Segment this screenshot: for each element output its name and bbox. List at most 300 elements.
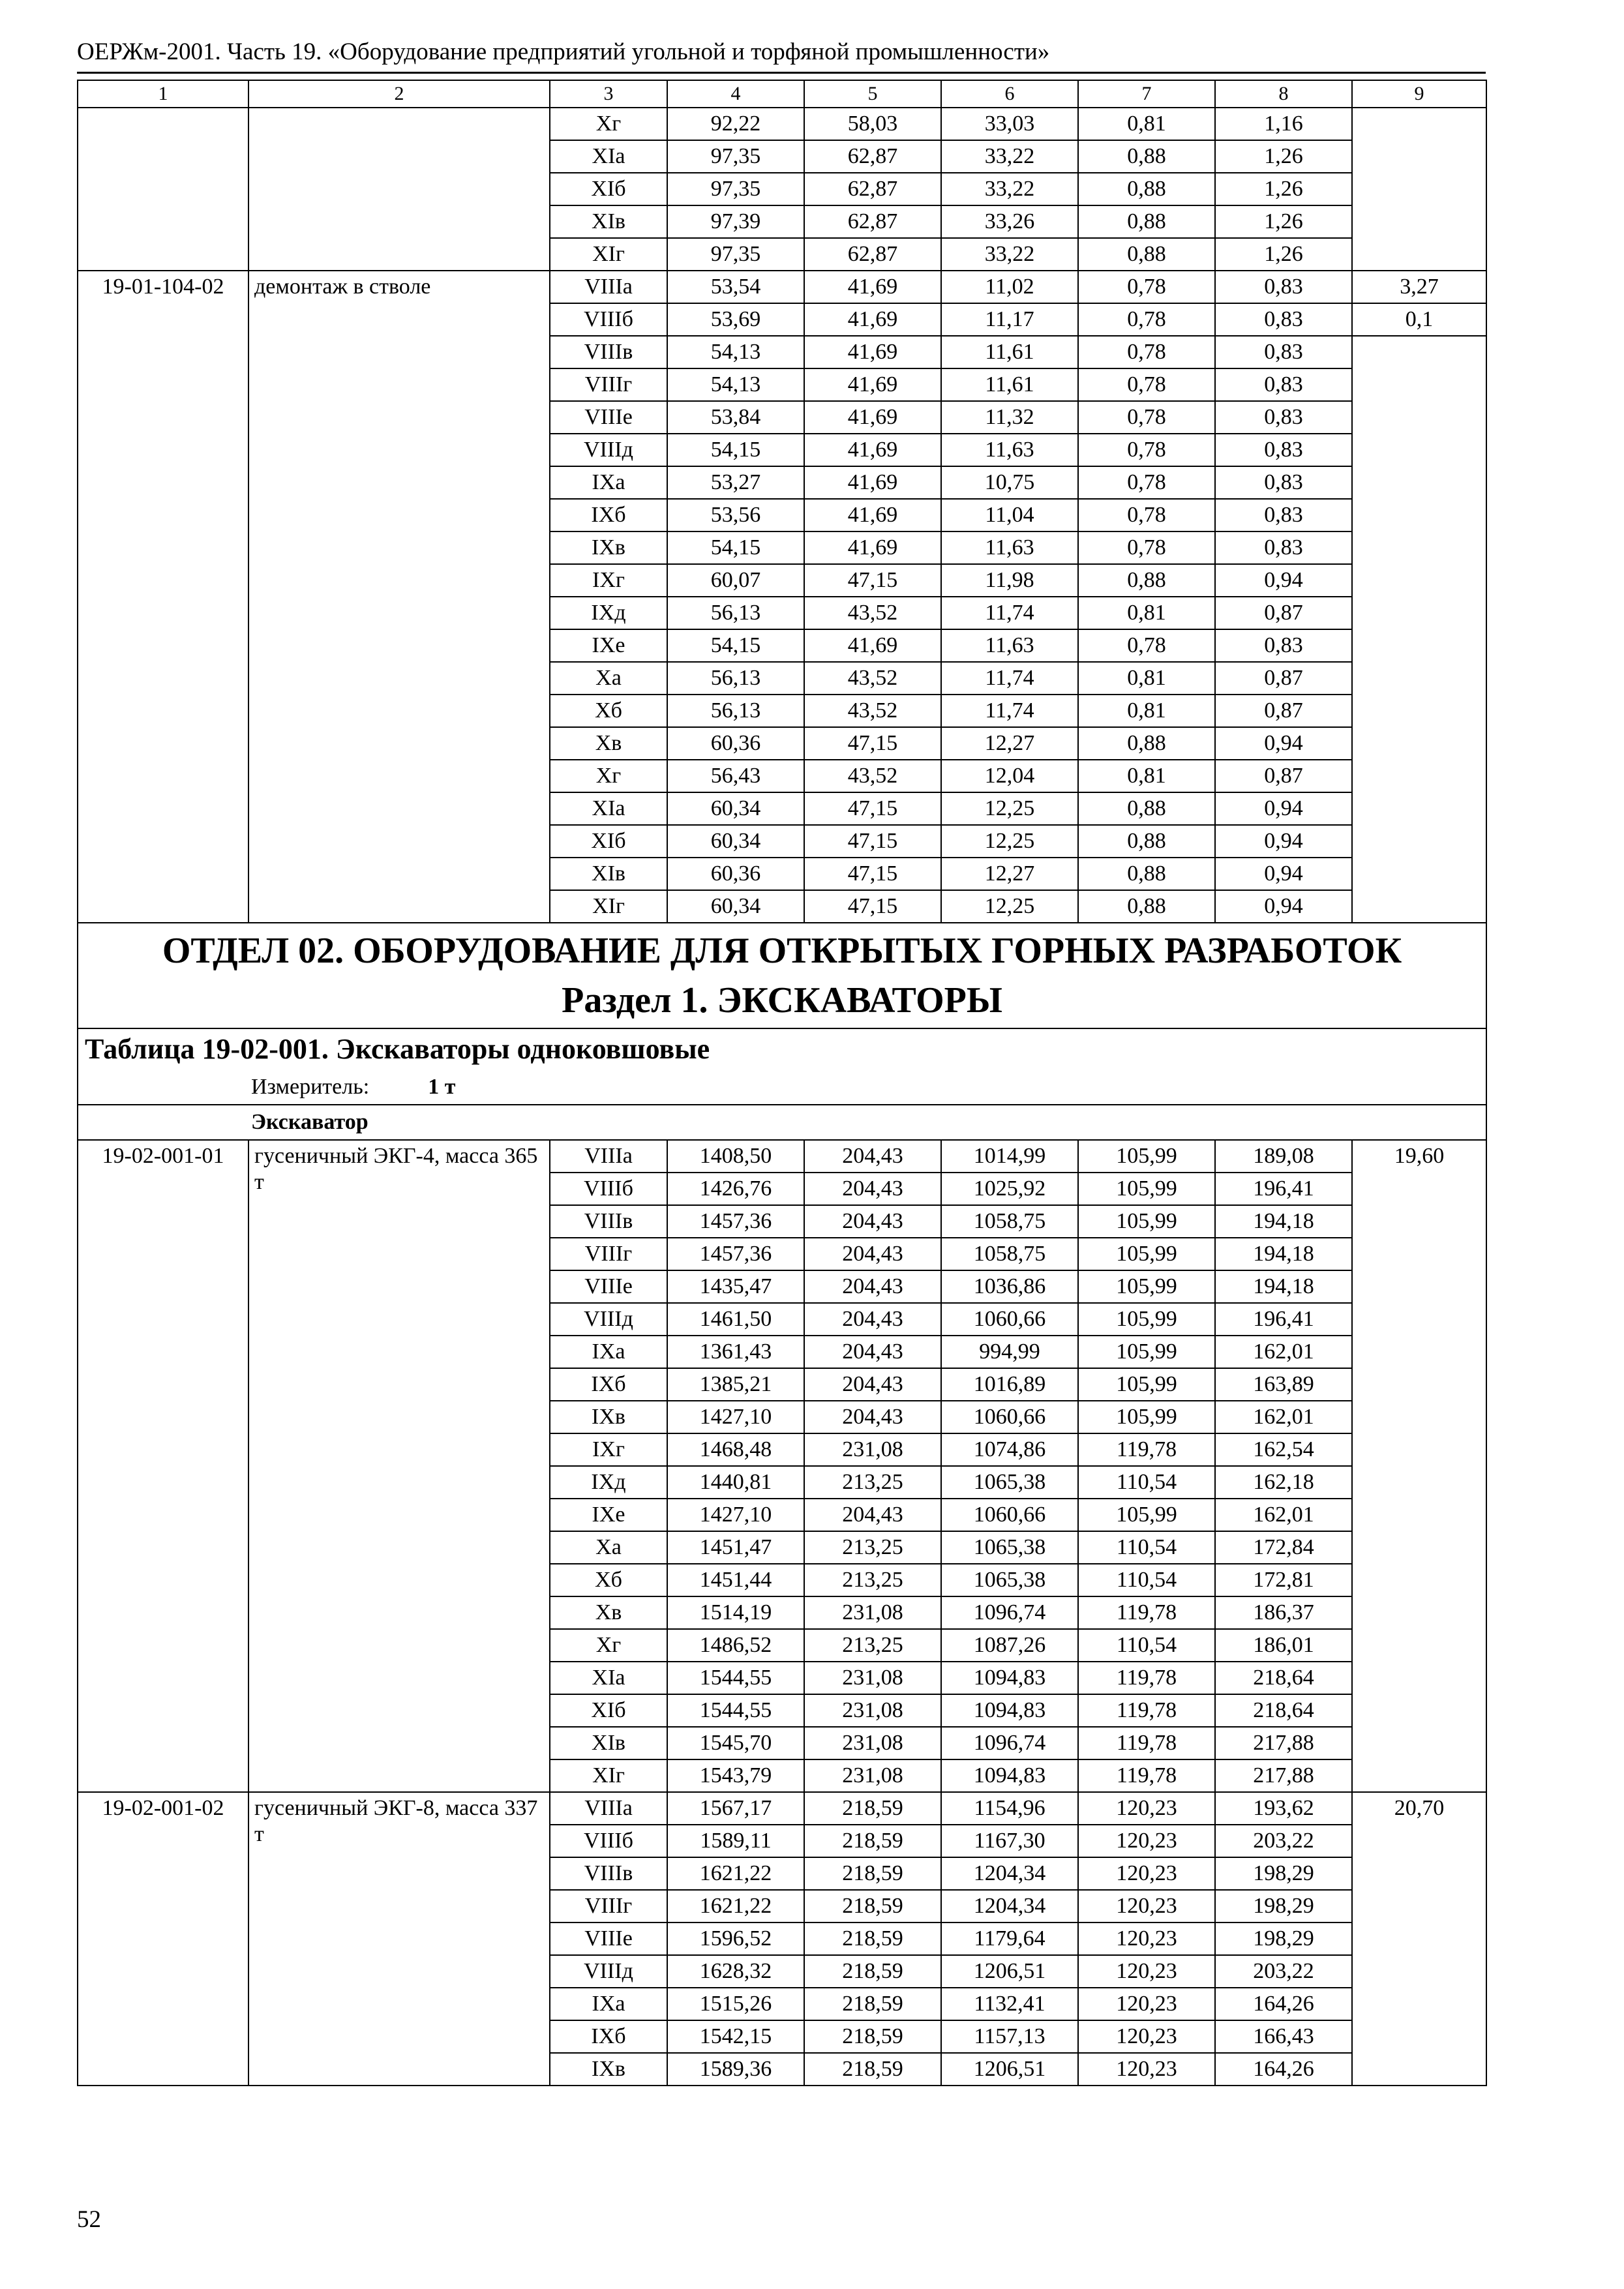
value-cell: 1206,51 — [941, 1955, 1078, 1988]
value-cell: 231,08 — [804, 1662, 941, 1694]
zone-cell: XIв — [550, 1727, 667, 1759]
value-cell: 120,23 — [1078, 1988, 1215, 2020]
zone-cell: Xв — [550, 727, 667, 760]
value-cell: 56,13 — [667, 662, 804, 695]
value-cell: 56,13 — [667, 597, 804, 629]
value-cell: 0,81 — [1078, 662, 1215, 695]
value-cell: 218,59 — [804, 2020, 941, 2053]
value-cell: 56,43 — [667, 760, 804, 792]
value-cell: 1543,79 — [667, 1759, 804, 1792]
zone-cell: XIб — [550, 173, 667, 205]
value-cell: 1468,48 — [667, 1433, 804, 1466]
value-cell: 33,22 — [941, 140, 1078, 173]
zone-cell: IXг — [550, 564, 667, 597]
value-cell: 204,43 — [804, 1270, 941, 1303]
zone-cell: VIIIа — [550, 271, 667, 303]
value-cell: 218,64 — [1215, 1662, 1352, 1694]
value-cell: 194,18 — [1215, 1270, 1352, 1303]
value-cell: 1065,38 — [941, 1564, 1078, 1596]
value-cell: 10,75 — [941, 466, 1078, 499]
value-cell: 0,83 — [1215, 368, 1352, 401]
value-cell: 186,37 — [1215, 1596, 1352, 1629]
value-cell: 218,59 — [804, 1922, 941, 1955]
value-cell: 56,13 — [667, 695, 804, 727]
value-cell: 231,08 — [804, 1759, 941, 1792]
zone-cell: XIа — [550, 792, 667, 825]
value-cell: 1016,89 — [941, 1368, 1078, 1401]
value-cell: 218,59 — [804, 2053, 941, 2086]
zone-cell: IXб — [550, 499, 667, 531]
col9-value: 19,60 — [1352, 1140, 1486, 1792]
column-number: 3 — [550, 80, 667, 108]
value-cell: 204,43 — [804, 1173, 941, 1205]
value-cell: 11,98 — [941, 564, 1078, 597]
zone-cell: IXб — [550, 1368, 667, 1401]
value-cell: 11,04 — [941, 499, 1078, 531]
value-cell: 47,15 — [804, 858, 941, 890]
value-cell: 1096,74 — [941, 1596, 1078, 1629]
value-cell: 193,62 — [1215, 1792, 1352, 1825]
value-cell: 12,25 — [941, 825, 1078, 858]
value-cell: 12,25 — [941, 792, 1078, 825]
value-cell: 1096,74 — [941, 1727, 1078, 1759]
value-cell: 33,26 — [941, 205, 1078, 238]
value-cell: 105,99 — [1078, 1270, 1215, 1303]
value-cell: 105,99 — [1078, 1499, 1215, 1531]
value-cell: 1457,36 — [667, 1238, 804, 1270]
rates-table — [77, 80, 1487, 2086]
value-cell: 0,88 — [1078, 173, 1215, 205]
value-cell: 120,23 — [1078, 2020, 1215, 2053]
rate-code: 19-02-001-01 — [78, 1140, 248, 1792]
zone-cell: VIIIб — [550, 1825, 667, 1857]
value-cell: 92,22 — [667, 108, 804, 140]
value-cell: 1132,41 — [941, 1988, 1078, 2020]
group-title: Экскаватор — [78, 1105, 1486, 1140]
zone-cell: IXд — [550, 597, 667, 629]
column-number: 9 — [1352, 80, 1486, 108]
value-cell: 0,78 — [1078, 531, 1215, 564]
value-cell: 1451,47 — [667, 1531, 804, 1564]
value-cell: 1094,83 — [941, 1662, 1078, 1694]
value-cell: 231,08 — [804, 1433, 941, 1466]
value-cell: 119,78 — [1078, 1662, 1215, 1694]
value-cell: 105,99 — [1078, 1173, 1215, 1205]
value-cell: 1408,50 — [667, 1140, 804, 1173]
value-cell: 119,78 — [1078, 1694, 1215, 1727]
value-cell: 0,78 — [1078, 303, 1215, 336]
value-cell: 1179,64 — [941, 1922, 1078, 1955]
value-cell: 1544,55 — [667, 1662, 804, 1694]
value-cell: 213,25 — [804, 1629, 941, 1662]
value-cell: 162,01 — [1215, 1401, 1352, 1433]
value-cell: 41,69 — [804, 401, 941, 434]
value-cell: 1094,83 — [941, 1694, 1078, 1727]
zone-cell: IXе — [550, 629, 667, 662]
zone-cell: VIIIв — [550, 1857, 667, 1890]
value-cell: 120,23 — [1078, 1792, 1215, 1825]
zone-cell: IXа — [550, 1988, 667, 2020]
value-cell: 213,25 — [804, 1531, 941, 1564]
zone-cell: VIIIв — [550, 336, 667, 368]
value-cell: 60,34 — [667, 792, 804, 825]
value-cell: 0,78 — [1078, 336, 1215, 368]
value-cell: 0,78 — [1078, 401, 1215, 434]
value-cell: 110,54 — [1078, 1466, 1215, 1499]
value-cell: 1058,75 — [941, 1238, 1078, 1270]
value-cell: 0,78 — [1078, 499, 1215, 531]
value-cell: 1167,30 — [941, 1825, 1078, 1857]
zone-cell: XIв — [550, 205, 667, 238]
value-cell: 60,07 — [667, 564, 804, 597]
value-cell: 1058,75 — [941, 1205, 1078, 1238]
value-cell: 105,99 — [1078, 1368, 1215, 1401]
value-cell: 41,69 — [804, 303, 941, 336]
work-name: гусеничный ЭКГ-8, масса 337 т — [248, 1792, 550, 2086]
zone-cell: VIIIа — [550, 1792, 667, 1825]
value-cell: 0,78 — [1078, 629, 1215, 662]
value-cell: 120,23 — [1078, 1825, 1215, 1857]
value-cell: 1157,13 — [941, 2020, 1078, 2053]
value-cell: 1065,38 — [941, 1466, 1078, 1499]
zone-cell: IXб — [550, 2020, 667, 2053]
section-title — [78, 923, 1486, 1028]
value-cell: 120,23 — [1078, 1955, 1215, 1988]
value-cell: 162,18 — [1215, 1466, 1352, 1499]
value-cell: 198,29 — [1215, 1890, 1352, 1922]
value-cell: 62,87 — [804, 173, 941, 205]
value-cell: 53,54 — [667, 271, 804, 303]
value-cell: 0,87 — [1215, 695, 1352, 727]
zone-cell: VIIIе — [550, 401, 667, 434]
value-cell: 1065,38 — [941, 1531, 1078, 1564]
work-name: гусеничный ЭКГ-4, масса 365 т — [248, 1140, 550, 1792]
value-cell: 105,99 — [1078, 1205, 1215, 1238]
value-cell: 166,43 — [1215, 2020, 1352, 2053]
value-cell: 11,61 — [941, 368, 1078, 401]
value-cell: 54,15 — [667, 434, 804, 466]
value-cell: 172,84 — [1215, 1531, 1352, 1564]
value-cell: 12,27 — [941, 727, 1078, 760]
value-cell: 231,08 — [804, 1694, 941, 1727]
value-cell: 54,13 — [667, 368, 804, 401]
value-cell: 41,69 — [804, 629, 941, 662]
value-cell: 218,59 — [804, 1792, 941, 1825]
value-cell: 0,83 — [1215, 303, 1352, 336]
zone-cell: IXв — [550, 1401, 667, 1433]
header-rule — [77, 72, 1486, 74]
value-cell: 1,26 — [1215, 238, 1352, 271]
value-cell: 204,43 — [804, 1238, 941, 1270]
value-cell: 1461,50 — [667, 1303, 804, 1336]
value-cell: 217,88 — [1215, 1727, 1352, 1759]
value-cell: 0,83 — [1215, 401, 1352, 434]
value-cell: 105,99 — [1078, 1303, 1215, 1336]
value-cell: 43,52 — [804, 760, 941, 792]
value-cell: 47,15 — [804, 890, 941, 923]
value-cell: 0,78 — [1078, 466, 1215, 499]
value-cell: 1,26 — [1215, 140, 1352, 173]
value-cell: 47,15 — [804, 727, 941, 760]
value-cell: 0,88 — [1078, 858, 1215, 890]
column-number: 5 — [804, 80, 941, 108]
value-cell: 97,35 — [667, 173, 804, 205]
value-cell: 105,99 — [1078, 1401, 1215, 1433]
zone-cell: IXа — [550, 1336, 667, 1368]
value-cell: 213,25 — [804, 1564, 941, 1596]
value-cell: 1,26 — [1215, 173, 1352, 205]
value-cell: 11,63 — [941, 531, 1078, 564]
value-cell: 1457,36 — [667, 1205, 804, 1238]
value-cell: 62,87 — [804, 140, 941, 173]
value-cell: 0,88 — [1078, 238, 1215, 271]
value-cell: 119,78 — [1078, 1596, 1215, 1629]
value-cell: 198,29 — [1215, 1857, 1352, 1890]
zone-cell: XIа — [550, 140, 667, 173]
value-cell: 1427,10 — [667, 1401, 804, 1433]
zone-cell: Xг — [550, 1629, 667, 1662]
value-cell: 218,59 — [804, 1825, 941, 1857]
value-cell: 97,35 — [667, 238, 804, 271]
value-cell: 1074,86 — [941, 1433, 1078, 1466]
value-cell: 172,81 — [1215, 1564, 1352, 1596]
value-cell: 11,17 — [941, 303, 1078, 336]
value-cell: 0,88 — [1078, 564, 1215, 597]
value-cell: 60,34 — [667, 825, 804, 858]
measure-value: 1 т — [428, 1075, 456, 1099]
section-title-line2: Раздел 1. ЭКСКАВАТОРЫ — [562, 980, 1002, 1021]
value-cell: 53,84 — [667, 401, 804, 434]
zone-cell: XIг — [550, 1759, 667, 1792]
value-cell: 1014,99 — [941, 1140, 1078, 1173]
zone-cell: VIIIа — [550, 1140, 667, 1173]
value-cell: 203,22 — [1215, 1825, 1352, 1857]
value-cell: 60,34 — [667, 890, 804, 923]
value-cell: 213,25 — [804, 1466, 941, 1499]
value-cell: 54,15 — [667, 629, 804, 662]
value-cell: 0,88 — [1078, 140, 1215, 173]
value-cell: 204,43 — [804, 1336, 941, 1368]
zone-cell: VIIIв — [550, 1205, 667, 1238]
value-cell: 162,01 — [1215, 1336, 1352, 1368]
zone-cell: XIв — [550, 858, 667, 890]
value-cell: 1567,17 — [667, 1792, 804, 1825]
value-cell: 110,54 — [1078, 1531, 1215, 1564]
column-number: 8 — [1215, 80, 1352, 108]
value-cell: 1025,92 — [941, 1173, 1078, 1205]
value-cell: 204,43 — [804, 1140, 941, 1173]
value-cell: 1,26 — [1215, 205, 1352, 238]
value-cell: 1385,21 — [667, 1368, 804, 1401]
value-cell: 218,59 — [804, 1890, 941, 1922]
value-cell: 1060,66 — [941, 1401, 1078, 1433]
value-cell: 11,02 — [941, 271, 1078, 303]
value-cell: 1515,26 — [667, 1988, 804, 2020]
value-cell: 41,69 — [804, 271, 941, 303]
value-cell: 0,83 — [1215, 531, 1352, 564]
value-cell: 217,88 — [1215, 1759, 1352, 1792]
value-cell: 0,83 — [1215, 629, 1352, 662]
value-cell: 11,63 — [941, 629, 1078, 662]
value-cell: 12,04 — [941, 760, 1078, 792]
value-cell: 11,74 — [941, 662, 1078, 695]
value-cell: 43,52 — [804, 597, 941, 629]
value-cell: 218,59 — [804, 1857, 941, 1890]
work-name — [248, 108, 550, 271]
value-cell: 33,22 — [941, 238, 1078, 271]
value-cell: 196,41 — [1215, 1173, 1352, 1205]
group-row — [78, 1105, 1486, 1140]
value-cell: 119,78 — [1078, 1759, 1215, 1792]
measure — [78, 1070, 1486, 1105]
zone-cell: Xа — [550, 1531, 667, 1564]
zone-cell: IXе — [550, 1499, 667, 1531]
value-cell: 1545,70 — [667, 1727, 804, 1759]
zone-cell: XIб — [550, 825, 667, 858]
value-cell: 1060,66 — [941, 1499, 1078, 1531]
value-cell: 0,83 — [1215, 336, 1352, 368]
value-cell: 1542,15 — [667, 2020, 804, 2053]
zone-cell: VIIIг — [550, 368, 667, 401]
value-cell: 204,43 — [804, 1499, 941, 1531]
value-cell: 231,08 — [804, 1727, 941, 1759]
zone-cell: IXа — [550, 466, 667, 499]
value-cell: 1206,51 — [941, 2053, 1078, 2086]
value-cell: 204,43 — [804, 1303, 941, 1336]
value-cell: 11,74 — [941, 597, 1078, 629]
value-cell: 11,61 — [941, 336, 1078, 368]
value-cell: 43,52 — [804, 662, 941, 695]
value-cell: 97,35 — [667, 140, 804, 173]
zone-cell: VIIIе — [550, 1922, 667, 1955]
value-cell: 1204,34 — [941, 1857, 1078, 1890]
value-cell: 12,27 — [941, 858, 1078, 890]
zone-cell: IXд — [550, 1466, 667, 1499]
value-cell: 163,89 — [1215, 1368, 1352, 1401]
value-cell: 41,69 — [804, 336, 941, 368]
value-cell: 1,16 — [1215, 108, 1352, 140]
rate-code: 19-02-001-02 — [78, 1792, 248, 2086]
value-cell: 0,94 — [1215, 727, 1352, 760]
col9-value — [1352, 108, 1486, 271]
value-cell: 0,81 — [1078, 760, 1215, 792]
zone-cell: Xб — [550, 695, 667, 727]
value-cell: 53,27 — [667, 466, 804, 499]
value-cell: 186,01 — [1215, 1629, 1352, 1662]
value-cell: 58,03 — [804, 108, 941, 140]
value-cell: 0,87 — [1215, 597, 1352, 629]
value-cell: 47,15 — [804, 564, 941, 597]
column-number: 1 — [78, 80, 248, 108]
value-cell: 11,63 — [941, 434, 1078, 466]
value-cell: 47,15 — [804, 825, 941, 858]
value-cell: 43,52 — [804, 695, 941, 727]
value-cell: 196,41 — [1215, 1303, 1352, 1336]
value-cell: 0,88 — [1078, 792, 1215, 825]
value-cell: 41,69 — [804, 466, 941, 499]
zone-cell: VIIIд — [550, 434, 667, 466]
value-cell: 62,87 — [804, 238, 941, 271]
value-cell: 164,26 — [1215, 1988, 1352, 2020]
value-cell: 0,88 — [1078, 727, 1215, 760]
value-cell: 0,94 — [1215, 890, 1352, 923]
value-cell: 218,64 — [1215, 1694, 1352, 1727]
value-cell: 0,94 — [1215, 825, 1352, 858]
value-cell: 120,23 — [1078, 1922, 1215, 1955]
value-cell: 0,94 — [1215, 792, 1352, 825]
zone-cell: VIIIг — [550, 1890, 667, 1922]
column-number-row — [78, 80, 1486, 108]
value-cell: 54,15 — [667, 531, 804, 564]
table-row — [78, 1140, 1486, 1173]
zone-cell: Xб — [550, 1564, 667, 1596]
value-cell: 1621,22 — [667, 1857, 804, 1890]
value-cell: 1036,86 — [941, 1270, 1078, 1303]
column-number: 2 — [248, 80, 550, 108]
column-number: 4 — [667, 80, 804, 108]
value-cell: 0,88 — [1078, 205, 1215, 238]
work-name: демонтаж в стволе — [248, 271, 550, 923]
value-cell: 119,78 — [1078, 1727, 1215, 1759]
value-cell: 47,15 — [804, 792, 941, 825]
value-cell: 198,29 — [1215, 1922, 1352, 1955]
value-cell: 1427,10 — [667, 1499, 804, 1531]
value-cell: 60,36 — [667, 858, 804, 890]
zone-cell: VIIIд — [550, 1303, 667, 1336]
zone-cell: IXг — [550, 1433, 667, 1466]
value-cell: 33,22 — [941, 173, 1078, 205]
measure-row — [78, 1070, 1486, 1105]
value-cell: 0,88 — [1078, 890, 1215, 923]
value-cell: 120,23 — [1078, 2053, 1215, 2086]
value-cell: 1060,66 — [941, 1303, 1078, 1336]
zone-cell: Xг — [550, 108, 667, 140]
value-cell: 0,88 — [1078, 825, 1215, 858]
value-cell: 54,13 — [667, 336, 804, 368]
col9-value: 20,70 — [1352, 1792, 1486, 2086]
value-cell: 97,39 — [667, 205, 804, 238]
page-header: ОЕРЖм-2001. Часть 19. «Оборудование предприятий угольной и торфяной промышленности» — [77, 38, 1050, 65]
value-cell: 0,83 — [1215, 466, 1352, 499]
value-cell: 1451,44 — [667, 1564, 804, 1596]
value-cell: 0,87 — [1215, 662, 1352, 695]
value-cell: 0,81 — [1078, 597, 1215, 629]
col9-value: 3,27 — [1352, 271, 1486, 303]
value-cell: 1087,26 — [941, 1629, 1078, 1662]
value-cell: 53,69 — [667, 303, 804, 336]
rate-code — [78, 108, 248, 271]
value-cell: 1514,19 — [667, 1596, 804, 1629]
value-cell: 194,18 — [1215, 1238, 1352, 1270]
value-cell: 194,18 — [1215, 1205, 1352, 1238]
value-cell: 162,01 — [1215, 1499, 1352, 1531]
value-cell: 1628,32 — [667, 1955, 804, 1988]
column-number: 6 — [941, 80, 1078, 108]
value-cell: 231,08 — [804, 1596, 941, 1629]
value-cell: 189,08 — [1215, 1140, 1352, 1173]
value-cell: 1544,55 — [667, 1694, 804, 1727]
value-cell: 41,69 — [804, 531, 941, 564]
table-row — [78, 1792, 1486, 1825]
value-cell: 1440,81 — [667, 1466, 804, 1499]
value-cell: 120,23 — [1078, 1857, 1215, 1890]
value-cell: 0,78 — [1078, 434, 1215, 466]
value-cell: 1154,96 — [941, 1792, 1078, 1825]
rate-code: 19-01-104-02 — [78, 271, 248, 923]
value-cell: 0,83 — [1215, 499, 1352, 531]
section-title-line1: ОТДЕЛ 02. ОБОРУДОВАНИЕ ДЛЯ ОТКРЫТЫХ ГОРНЫХ РАЗРАБОТОК — [162, 931, 1402, 971]
value-cell: 203,22 — [1215, 1955, 1352, 1988]
